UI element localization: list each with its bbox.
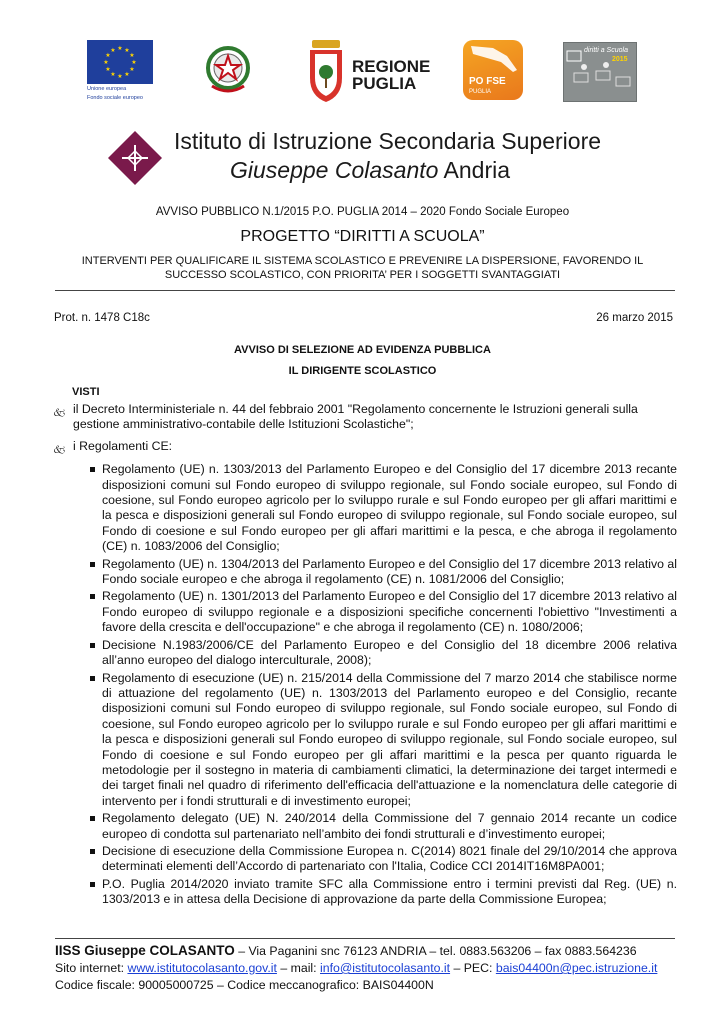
interventi-line2: SUCCESSO SCOLASTICO, CON PRIORITA’ PER I SOGGETTI SVANTAGGIATI bbox=[164, 269, 561, 281]
svg-text:★: ★ bbox=[105, 67, 111, 73]
dirigente-heading: IL DIRIGENTE SCOLASTICO bbox=[288, 365, 437, 377]
footer bbox=[55, 942, 685, 994]
svg-text:★: ★ bbox=[110, 72, 116, 78]
svg-text:★: ★ bbox=[110, 48, 116, 54]
italian-republic-emblem-icon bbox=[204, 42, 252, 98]
puglia-map-icon bbox=[463, 40, 523, 76]
interventi-line1: INTERVENTI PER QUALIFICARE IL SISTEMA SCOLASTICO E PREVENIRE LA DISPERSIONE, FAVORENDO IL bbox=[81, 255, 644, 267]
footer-line2 bbox=[55, 960, 685, 977]
svg-text:★: ★ bbox=[129, 67, 135, 73]
square-bullet-icon bbox=[90, 849, 95, 854]
svg-text:★: ★ bbox=[131, 60, 137, 66]
po-fse-puglia-logo bbox=[463, 40, 523, 100]
eu-caption-2: Fondo sociale europeo bbox=[87, 94, 143, 101]
puglia-line2: PUGLIA bbox=[352, 74, 417, 93]
diritti-year: 2015 bbox=[612, 56, 628, 63]
site-label: Sito internet: bbox=[55, 961, 128, 975]
regulation-text: Decisione N.1983/2006/CE del Parlamento Europeo e del Consiglio del 18 dicembre 2006 relativa all’anno europeo del dialogo interculturale, 2008); bbox=[102, 637, 677, 668]
regulation-text: P.O. Puglia 2014/2020 inviato tramite SFC alla Commissione entro i termini previsti dal Reg. (UE) n. 1303/2013 e in attesa della Decisione di approvazione da parte della Commissione Europea; bbox=[102, 876, 677, 907]
regulation-text: Regolamento (UE) n. 1303/2013 del Parlamento Europeo e del Consiglio del 17 dicembre 2013 recante disposizioni comuni sul Fondo europeo di sviluppo regionale, sul Fondo sociale europeo, sul Fondo di coesione, sul Fondo europeo agricolo per lo sviluppo rurale e sul Fondo europeo per gli affari marittimi e la pesca e disposizioni generali sul Fondo europeo di sviluppo regionale, sul Fondo sociale europeo, sul Fondo di coesione e sul Fondo europeo per gli affari marittimi e la pesca, e che abroga il regolamento (CE) n. 1083/2006 del Consiglio; bbox=[102, 462, 677, 554]
regione-puglia-logo bbox=[306, 38, 431, 104]
regulation-item bbox=[90, 671, 677, 810]
square-bullet-icon bbox=[90, 676, 95, 681]
avviso-pubblico: AVVISO PUBBLICO N.1/2015 P.O. PUGLIA 2014 – 2020 Fondo Sociale Europeo bbox=[155, 206, 570, 218]
square-bullet-icon bbox=[90, 882, 95, 887]
regulation-item bbox=[90, 589, 677, 635]
svg-text:★: ★ bbox=[117, 46, 123, 52]
regulation-item bbox=[90, 877, 677, 908]
interventi-text bbox=[0, 254, 725, 282]
regulation-item bbox=[90, 462, 677, 554]
svg-text:★: ★ bbox=[103, 60, 109, 66]
square-bullet-icon bbox=[90, 467, 95, 472]
school-city: Andria bbox=[438, 157, 511, 183]
bullet-text: il Decreto Interministeriale n. 44 del febbraio 2001 "Regolamento concernente le Istruzioni generali sulla gestione amministrativo-contabile delle Istituzioni Scolastiche"; bbox=[73, 402, 638, 432]
regulations-list bbox=[52, 462, 677, 907]
regulation-text: Regolamento (UE) n. 1304/2013 del Parlamento Europeo e del Consiglio del 17 dicembre 2013 relativo al Fondo sociale europeo e che abroga il regolamento (CE) n. 1081/2006 del Consiglio; bbox=[102, 556, 677, 587]
eu-logo bbox=[87, 40, 153, 106]
school-name: Giuseppe Colasanto bbox=[230, 157, 439, 183]
document-body bbox=[52, 402, 677, 908]
footer-codes: Codice fiscale: 90005000725 – Codice meccanografico: BAIS04400N bbox=[55, 978, 434, 992]
footer-address: – Via Paganini snc 76123 ANDRIA – tel. 0883.563206 – fax 0883.564236 bbox=[234, 944, 637, 958]
square-bullet-icon bbox=[90, 816, 95, 821]
regulation-text: Regolamento delegato (UE) N. 240/2014 della Commissione del 7 gennaio 2014 recante un codice europeo di condotta sul partenariato nell’ambito dei fondi strutturali e d’investimento europei; bbox=[102, 811, 677, 841]
footer-line1 bbox=[55, 942, 685, 960]
eu-caption-1: Unione europea bbox=[87, 86, 127, 92]
footer-school-name: IISS Giuseppe COLASANTO bbox=[55, 943, 235, 958]
visti-heading: VISTI bbox=[72, 386, 100, 398]
regulation-item bbox=[90, 844, 677, 875]
header-logos bbox=[0, 36, 725, 108]
pofse-sub: PUGLIA bbox=[469, 89, 492, 95]
diritti-a-scuola-logo bbox=[563, 42, 637, 102]
pec-link[interactable]: bais04400n@pec.istruzione.it bbox=[495, 961, 658, 975]
selection-title: AVVISO DI SELEZIONE AD EVIDENZA PUBBLICA bbox=[234, 344, 491, 356]
regulation-item bbox=[90, 811, 677, 842]
bullet-icon: 🙵 bbox=[53, 408, 66, 419]
diritti-label: diritti a Scuola bbox=[584, 47, 628, 54]
pofse-title: PO FSE bbox=[469, 76, 506, 87]
square-bullet-icon bbox=[90, 562, 95, 567]
svg-text:★: ★ bbox=[124, 72, 130, 78]
square-bullet-icon bbox=[90, 594, 95, 599]
puglia-crest-icon bbox=[306, 38, 346, 104]
pec-label: – PEC: bbox=[450, 961, 496, 975]
regulation-item bbox=[90, 638, 677, 669]
regulation-text: Regolamento (UE) n. 1301/2013 del Parlamento Europeo e del Consiglio del 17 dicembre 2013 relativo al Fondo europeo di sviluppo regionale e a disposizioni specifiche concernenti l'obiettivo "Investimenti a favore della crescita e dell'occupazione" e che abroga il regolamento (CE) n. 1080/2006; bbox=[102, 589, 677, 635]
school-logo-icon bbox=[108, 131, 162, 185]
footer-divider bbox=[55, 938, 675, 939]
svg-text:★: ★ bbox=[124, 48, 130, 54]
regulation-item bbox=[90, 557, 677, 588]
bullet-text: i Regolamenti CE: bbox=[73, 438, 173, 453]
list-item bbox=[52, 439, 677, 454]
svg-text:★: ★ bbox=[105, 53, 111, 59]
email-link[interactable]: info@istitutocolasanto.it bbox=[320, 961, 451, 975]
svg-text:★: ★ bbox=[117, 74, 123, 80]
school-title-line1: Istituto di Istruzione Secondaria Superiore bbox=[174, 128, 602, 154]
progetto-title: PROGETTO “DIRITTI A SCUOLA” bbox=[240, 228, 485, 245]
protocol-number: Prot. n. 1478 C18c bbox=[54, 312, 150, 324]
square-bullet-icon bbox=[90, 643, 95, 648]
bullet-icon: 🙵 bbox=[53, 444, 66, 456]
header-divider bbox=[55, 290, 675, 291]
regulation-text: Regolamento di esecuzione (UE) n. 215/2014 della Commissione del 7 marzo 2014 che stabilisce norme di attuazione del regolamento (UE) n. 1303/2013 del Parlamento europeo e del Consiglio, recante disposizioni comuni sul Fondo europeo di sviluppo regionale, sul Fondo sociale europeo, sul Fondo di coesione, sul Fondo europeo agricolo per lo sviluppo rurale e sul Fondo europeo per gli affari marittimi e la pesca e disposizioni generali sul Fondo europeo di sviluppo regionale, sul Fondo sociale europeo, sul Fondo di coesione e sul Fondo europeo per gli affari marittimi e la pesca per quanto riguarda le metodologie per il sostegno in materia di cambiamenti climatici, la determinazione dei target intermedi e dei target finali nel quadro di riferimento dell'efficacia dell'attuazione e la nomenclatura delle categorie di intervento per i fondi strutturali e di investimento europei; bbox=[102, 670, 677, 808]
school-title bbox=[174, 127, 601, 185]
mail-label: – mail: bbox=[276, 961, 320, 975]
puglia-line1: REGIONE bbox=[352, 57, 431, 76]
list-item bbox=[52, 402, 677, 433]
eu-flag-icon bbox=[87, 40, 153, 84]
svg-text:★: ★ bbox=[129, 53, 135, 59]
website-link[interactable]: www.istitutocolasanto.gov.it bbox=[127, 961, 277, 975]
document-date: 26 marzo 2015 bbox=[596, 312, 673, 324]
school-title-line2 bbox=[174, 156, 601, 185]
regulation-text: Decisione di esecuzione della Commissione Europea n. C(2014) 8021 finale del 29/10/2014 che approva determinati elementi dell’Accordo di partenariato con l'Italia, Codice CCI 2014IT16M8PA001; bbox=[102, 843, 677, 874]
classroom-drawing-icon bbox=[564, 43, 636, 101]
